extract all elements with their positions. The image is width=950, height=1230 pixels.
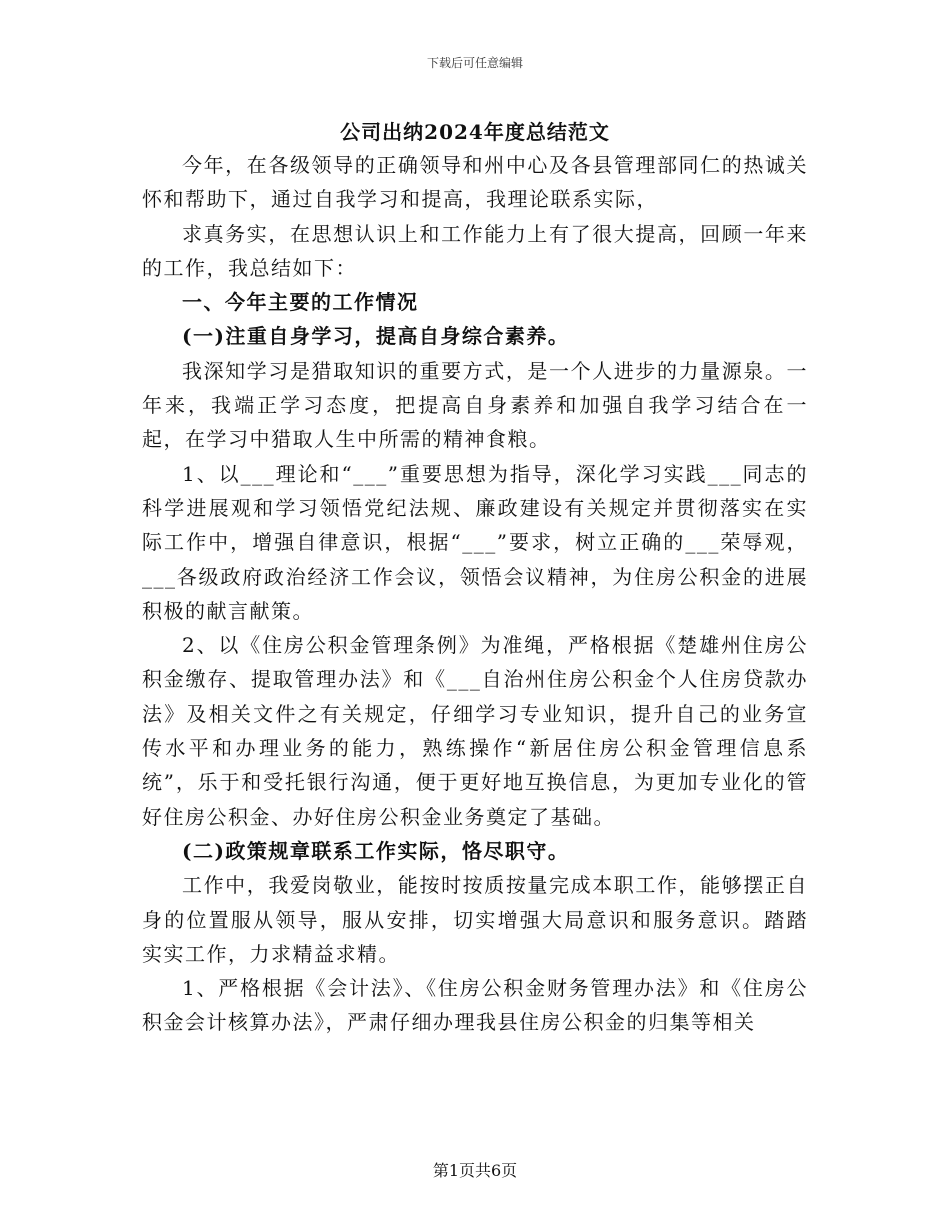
paragraph: 1、以___理论和“___”重要思想为指导，深化学习实践___同志的科学进展观和学习领悟党纪法规、廉政建设有关规定并贯彻落实在实际工作中，增强自律意识，根据“___”要求，树立正确的___荣辱观，___各级政府政治经济工作会议，领悟会议精神，为住房公积金的进展积极的献言献策。	[142, 461, 808, 623]
document-title: 公司出纳2024年度总结范文	[340, 120, 610, 144]
paragraph: 我深知学习是猎取知识的重要方式，是一个人进步的力量源泉。一年来，我端正学习态度，把提高自身素养和加强自我学习结合在一起，在学习中猎取人生中所需的精神食粮。	[142, 358, 808, 452]
paragraph: 1、严格根据《会计法》、《住房公积金财务管理办法》和《住房公积金会计核算办法》，严肃仔细办理我县住房公积金的归集等相关	[142, 976, 808, 1035]
page-footer: 第1页共6页	[432, 1161, 518, 1180]
header-note: 下载后可任意编辑	[426, 56, 523, 70]
paragraph: 今年，在各级领导的正确领导和州中心及各县管理部同仁的热诚关怀和帮助下，通过自我学习和提高，我理论联系实际，	[142, 153, 808, 212]
paragraph: 2、以《住房公积金管理条例》为准绳，严格根据《楚雄州住房公积金缴存、提取管理办法》和《___自治州住房公积金个人住房贷款办法》及相关文件之有关规定，仔细学习专业知识，提升自己的业务宣传水平和办理业务的能力，熟练操作“新居住房公积金管理信息系统”，乐于和受托银行沟通，便于更好地互换信息，为更加专业化的管好住房公积金、办好住房公积金业务奠定了基础。	[142, 633, 808, 829]
section-heading: 一、今年主要的工作情况	[182, 290, 419, 315]
paragraph: 工作中，我爱岗敬业，能按时按质按量完成本职工作，能够摆正自身的位置服从领导，服从安排，切实增强大局意识和服务意识。踏踏实实工作，力求精益求精。	[142, 873, 808, 966]
document-body	[142, 148, 808, 1040]
subsection-heading: (二)政策规章联系工作实际，恪尽职守。	[182, 838, 570, 863]
subsection-heading: (一)注重自身学习，提高自身综合素养。	[182, 324, 570, 349]
paragraph: 求真务实，在思想认识上和工作能力上有了很大提高，回顾一年来的工作，我总结如下：	[142, 221, 808, 280]
